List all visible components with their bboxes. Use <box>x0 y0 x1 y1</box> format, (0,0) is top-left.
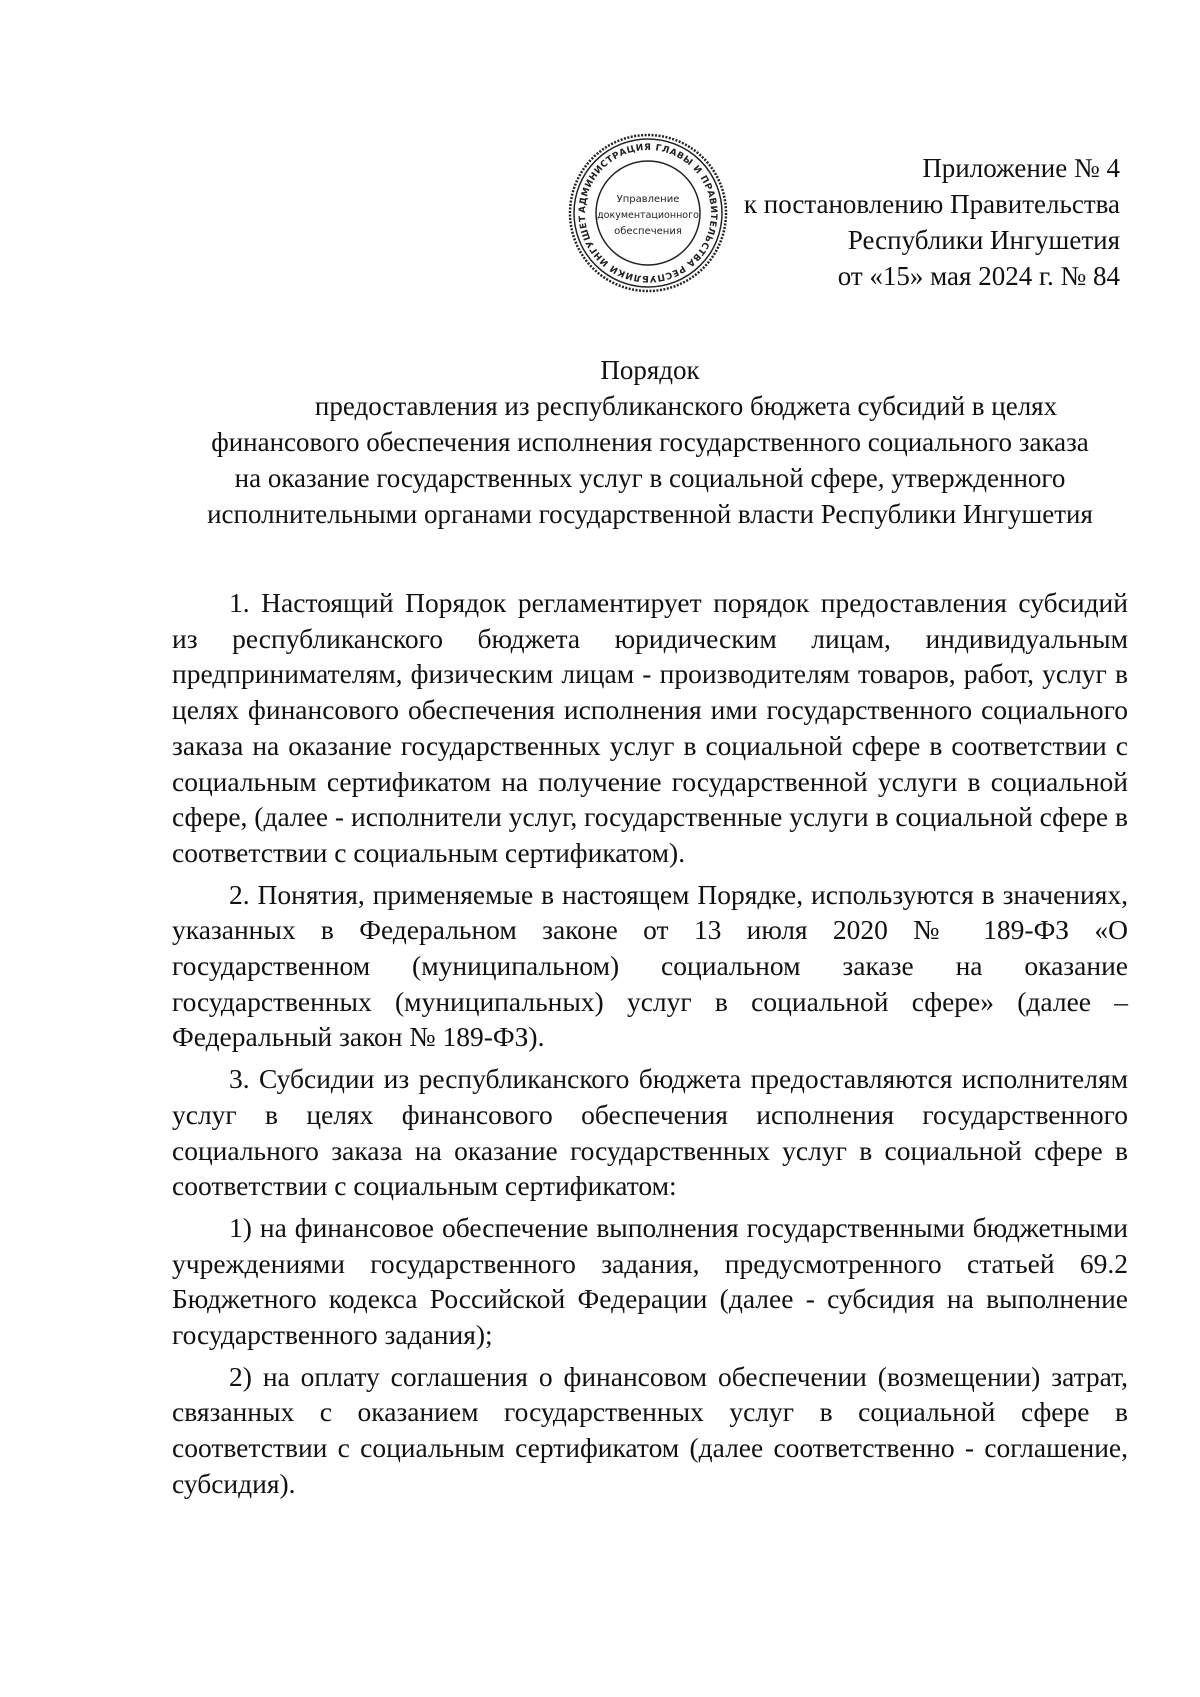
title-line-4: исполнительными органами государственной власти Республики Ингушетия <box>207 499 1093 529</box>
title-line-1: предоставления из республиканского бюджета субсидий в целях <box>314 391 1058 421</box>
appendix-number: Приложение № 4 <box>922 153 1120 183</box>
stamp-line-1: Управление <box>616 194 680 205</box>
appendix-header <box>744 150 1120 294</box>
document-body <box>172 585 1128 1508</box>
appendix-resolution: к постановлению Правительства <box>743 189 1120 219</box>
paragraph-3: 3. Субсидии из республиканского бюджета предоставляются исполнителям услуг в целях финансового обеспечения исполнения государственного социального заказа на оказание государственных услуг в социальной сфере в соответствии с социальным сертификатом: <box>172 1063 1128 1202</box>
title-line-2: финансового обеспечения исполнения государственного социального заказа <box>211 427 1089 457</box>
paragraph-3-2: 2) на оплату соглашения о финансовом обеспечении (возмещении) затрат, связанных с оказанием государственных услуг в социальной сфере в соответствии с социальным сертификатом (далее соответственно - соглашение, субсидия). <box>172 1360 1128 1499</box>
paragraph-2: 2. Понятия, применяемые в настоящем Порядке, используются в значениях, указанных в Федеральном законе от 13 июля 2020 № 189-ФЗ «О государственном (муниципальном) социальном заказе на оказание государственных (муниципальных) услуг в социальной сфере» (далее – Федеральный закон № 189-ФЗ). <box>172 878 1128 1053</box>
title-line-3: на оказание государственных услуг в социальной сфере, утвержденного <box>234 463 1066 493</box>
appendix-date: от «15» мая 2024 г. № 84 <box>837 261 1120 291</box>
document-title <box>170 352 1130 532</box>
paragraph-1: 1. Настоящий Порядок регламентирует порядок предоставления субсидий из республиканского бюджета юридическим лицам, индивидуальным предпринимателям, физическим лицам - производителям товаров, работ, услуг в целях финансового обеспечения исполнения ими государственного социального заказа на оказание государственных услуг в социальной сфере в соответствии с социальным сертификатом на получение государственной услуги в социальной сфере, (далее - исполнители услуг, государственные услуги в социальной сфере в соответствии с социальным сертификатом). <box>172 587 1128 868</box>
stamp-line-3: обеспечения <box>614 226 682 237</box>
paragraph-3-1: 1) на финансовое обеспечение выполнения государственными бюджетными учреждениями государственного задания, предусмотренного статьей 69.2 Бюджетного кодекса Российской Федерации (далее - субсидия на выполнение государственного задания); <box>172 1211 1128 1351</box>
stamp-ring-text: АДМИНИСТРАЦИЯ ГЛАВЫ И ПРАВИТЕЛЬСТВА РЕСПУБЛИКИ ИНГУШЕТ <box>577 142 719 284</box>
stamp-line-2: документационного <box>597 210 699 221</box>
title-heading: Порядок <box>600 355 700 385</box>
appendix-republic: Республики Ингушетия <box>847 225 1120 255</box>
svg-text:АДМИНИСТРАЦИЯ ГЛАВЫ И ПРАВИТЕЛ <box>567 132 718 283</box>
official-stamp <box>567 132 729 294</box>
